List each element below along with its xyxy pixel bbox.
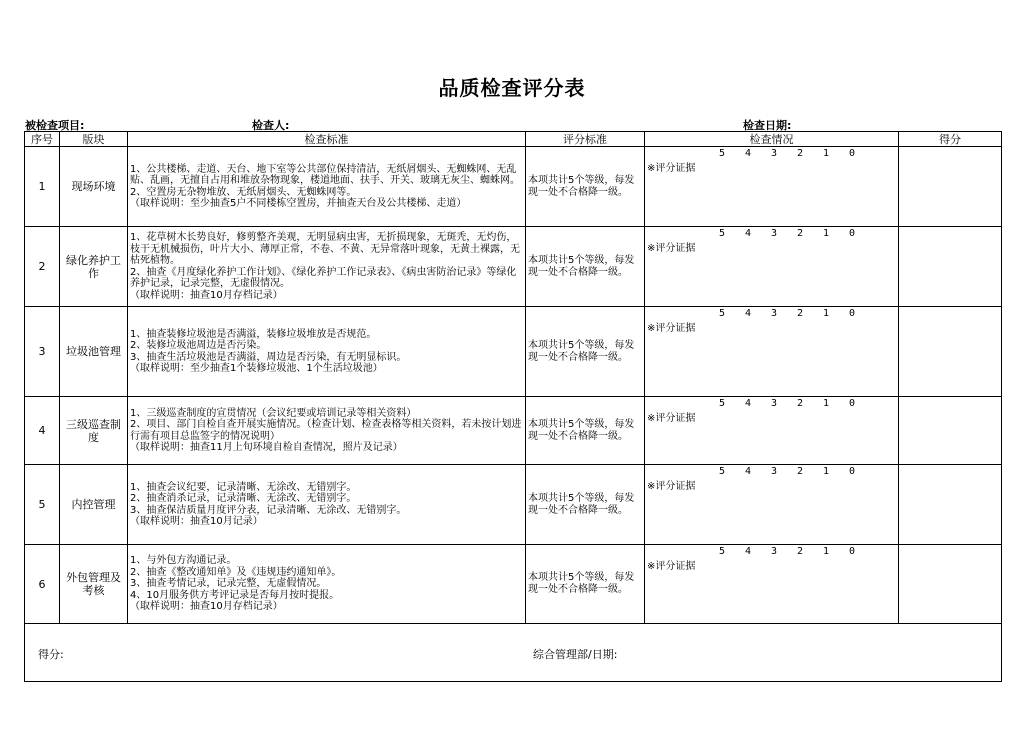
score-level[interactable]: 5 [719, 546, 726, 557]
score-level[interactable]: 1 [823, 546, 830, 557]
standard-line: （取样说明：抽查10月存档记录） [130, 289, 283, 301]
score-level[interactable]: 5 [719, 466, 726, 477]
standard-line: （取样说明：抽查10月记录） [130, 516, 263, 527]
standard-line: 1、抽查装修垃圾池是否满溢，装修垃圾堆放是否规范。 [130, 328, 377, 340]
footer-cell [25, 624, 1002, 682]
score-level[interactable]: 5 [719, 148, 726, 159]
row-score-cell[interactable] [899, 465, 1002, 545]
row-standard [128, 397, 526, 465]
row-standard [128, 307, 526, 397]
table-row [25, 307, 1002, 397]
row-score-cell[interactable] [899, 545, 1002, 624]
header-section: 版块 [60, 132, 128, 147]
score-levels [719, 308, 875, 319]
evidence-label: ※评分证据 [647, 323, 696, 334]
score-level[interactable]: 0 [849, 546, 856, 557]
score-levels [719, 466, 875, 477]
date-label: 检查日期: [743, 119, 792, 132]
project-label: 被检查项目: [25, 119, 85, 132]
score-level[interactable]: 4 [745, 228, 752, 239]
row-section: 外包管理及考核 [60, 545, 128, 624]
table-row [25, 227, 1002, 307]
row-section: 绿化养护工作 [60, 227, 128, 307]
row-standard [128, 227, 526, 307]
row-scoring-rule: 本项共计5个等级，每发现一处不合格降一级。 [526, 465, 645, 545]
header-score: 得分 [899, 132, 1002, 147]
row-number: 4 [25, 397, 60, 465]
score-level[interactable]: 5 [719, 398, 726, 409]
score-level[interactable]: 3 [771, 308, 778, 319]
score-level[interactable]: 3 [771, 546, 778, 557]
score-level[interactable]: 3 [771, 398, 778, 409]
score-level[interactable]: 0 [849, 398, 856, 409]
score-levels [719, 148, 875, 159]
score-level[interactable]: 1 [823, 228, 830, 239]
row-check-cell[interactable] [645, 545, 899, 624]
inspector-label: 检查人: [252, 119, 290, 132]
score-level[interactable]: 1 [823, 398, 830, 409]
score-level[interactable]: 0 [849, 228, 856, 239]
row-number: 5 [25, 465, 60, 545]
row-standard [128, 465, 526, 545]
standard-line: 2、项目、部门自检自查开展实施情况。（检查计划、检查表格等相关资料，若未按计划进行需有项目总监签字的情况说明） [130, 419, 522, 442]
score-level[interactable]: 1 [823, 308, 830, 319]
score-level[interactable]: 2 [797, 228, 804, 239]
evidence-label: ※评分证据 [647, 481, 696, 492]
standard-line: 2、抽查《整改通知单》及《违规违约通知单》。 [130, 566, 342, 578]
standard-line: （取样说明：至少抽查1个装修垃圾池、1个生活垃圾池） [130, 363, 383, 374]
score-level[interactable]: 4 [745, 546, 752, 557]
row-score-cell[interactable] [899, 147, 1002, 227]
header-no: 序号 [25, 132, 60, 147]
evidence-label: ※评分证据 [647, 243, 696, 254]
score-level[interactable]: 3 [771, 148, 778, 159]
standard-line: 1、花草树木长势良好，修剪整齐美观，无明显病虫害，无折损现象，无斑秃，无灼伤，枝干无机械损伤，叶片大小、薄厚正常，不卷、不黄、无异常落叶现象，无黄土裸露，无枯死植物。 [130, 232, 520, 266]
score-level[interactable]: 2 [797, 148, 804, 159]
header-check: 检查情况 [645, 132, 899, 147]
score-level[interactable]: 0 [849, 308, 856, 319]
standard-line: 3、抽查生活垃圾池是否满溢，周边是否污染，有无明显标识。 [130, 351, 407, 363]
row-section: 垃圾池管理 [60, 307, 128, 397]
row-check-cell[interactable] [645, 227, 899, 307]
score-level[interactable]: 3 [771, 228, 778, 239]
score-level[interactable]: 5 [719, 228, 726, 239]
score-level[interactable]: 4 [745, 148, 752, 159]
score-level[interactable]: 4 [745, 466, 752, 477]
row-number: 6 [25, 545, 60, 624]
evidence-label: ※评分证据 [647, 413, 696, 424]
header-standard: 检查标准 [128, 132, 526, 147]
standard-line: （取样说明：至少抽查5户不同楼栋空置房，并抽查天台及公共楼梯、走道） [130, 198, 467, 209]
row-scoring-rule: 本项共计5个等级，每发现一处不合格降一级。 [526, 307, 645, 397]
standard-line: 1、抽查会议纪要，记录清晰、无涂改、无错别字。 [130, 481, 357, 493]
score-levels [719, 546, 875, 557]
table-row [25, 397, 1002, 465]
score-level[interactable]: 1 [823, 466, 830, 477]
score-level[interactable]: 2 [797, 466, 804, 477]
score-level[interactable]: 3 [771, 466, 778, 477]
row-section: 现场环境 [60, 147, 128, 227]
inspection-table [24, 131, 1002, 682]
score-level[interactable]: 4 [745, 398, 752, 409]
row-standard [128, 147, 526, 227]
row-number: 2 [25, 227, 60, 307]
table-row [25, 465, 1002, 545]
row-scoring-rule: 本项共计5个等级，每发现一处不合格降一级。 [526, 227, 645, 307]
table-row [25, 147, 1002, 227]
score-level[interactable]: 2 [797, 398, 804, 409]
row-section: 三级巡查制度 [60, 397, 128, 465]
row-score-cell[interactable] [899, 397, 1002, 465]
page-title: 品质检查评分表 [438, 76, 586, 100]
evidence-label: ※评分证据 [647, 163, 696, 174]
header-row [25, 132, 1002, 147]
row-number: 3 [25, 307, 60, 397]
row-standard [128, 545, 526, 624]
score-level[interactable]: 0 [849, 466, 856, 477]
standard-line: 2、空置房无杂物堆放、无纸屑烟头、无蜘蛛网等。 [130, 186, 357, 198]
row-check-cell[interactable] [645, 397, 899, 465]
footer-score-label: 得分: [38, 648, 64, 661]
table-row [25, 545, 1002, 624]
row-scoring-rule: 本项共计5个等级，每发现一处不合格降一级。 [526, 397, 645, 465]
score-level[interactable]: 4 [745, 308, 752, 319]
score-levels [719, 228, 875, 239]
row-check-cell[interactable] [645, 307, 899, 397]
standard-line: 2、抽查消杀记录，记录清晰、无涂改、无错别字。 [130, 493, 357, 504]
score-levels [719, 398, 875, 409]
standard-line: （取样说明：抽查11月上旬环境自检自查情况，照片及记录） [130, 442, 403, 453]
standard-line: 1、三级巡查制度的宣贯情况（会议纪要或培训记录等相关资料） [130, 407, 417, 419]
score-level[interactable]: 0 [849, 148, 856, 159]
evidence-label: ※评分证据 [647, 561, 696, 572]
footer-row [25, 624, 1002, 682]
standard-line: 2、抽查《月度绿化养护工作计划》、《绿化养护工作记录表》、《病虫害防治记录》等绿化养护记录，记录完整，无虚假情况。 [130, 266, 517, 289]
standard-line: 2、装修垃圾池周边是否污染。 [130, 340, 267, 351]
standard-line: （取样说明：抽查10月存档记录） [130, 601, 283, 613]
row-section: 内控管理 [60, 465, 128, 545]
score-level[interactable]: 2 [797, 308, 804, 319]
row-number: 1 [25, 147, 60, 227]
score-level[interactable]: 1 [823, 148, 830, 159]
row-score-cell[interactable] [899, 307, 1002, 397]
standard-line: 1、公共楼梯、走道、天台、地下室等公共部位保持清洁，无纸屑烟头、无蜘蛛网、无乱贴、乱画，无擅自占用和堆放杂物现象，楼道地面、扶手、开关、玻璃无灰尘、蜘蛛网。 [130, 163, 520, 186]
standard-line: 3、抽查考情记录，记录完整，无虚假情况。 [130, 578, 327, 590]
row-check-cell[interactable] [645, 147, 899, 227]
row-score-cell[interactable] [899, 227, 1002, 307]
standard-line: 3、抽查保洁质量月度评分表，记录清晰、无涂改、无错别字。 [130, 504, 407, 516]
standard-line: 4、10月服务供方考评记录是否每月按时提报。 [130, 589, 340, 601]
row-scoring-rule: 本项共计5个等级，每发现一处不合格降一级。 [526, 147, 645, 227]
score-level[interactable]: 5 [719, 308, 726, 319]
row-check-cell[interactable] [645, 465, 899, 545]
score-level[interactable]: 2 [797, 546, 804, 557]
header-scoring: 评分标准 [526, 132, 645, 147]
row-scoring-rule: 本项共计5个等级，每发现一处不合格降一级。 [526, 545, 645, 624]
standard-line: 1、与外包方沟通记录。 [130, 555, 237, 567]
footer-dept-date-label: 综合管理部/日期: [533, 648, 618, 661]
